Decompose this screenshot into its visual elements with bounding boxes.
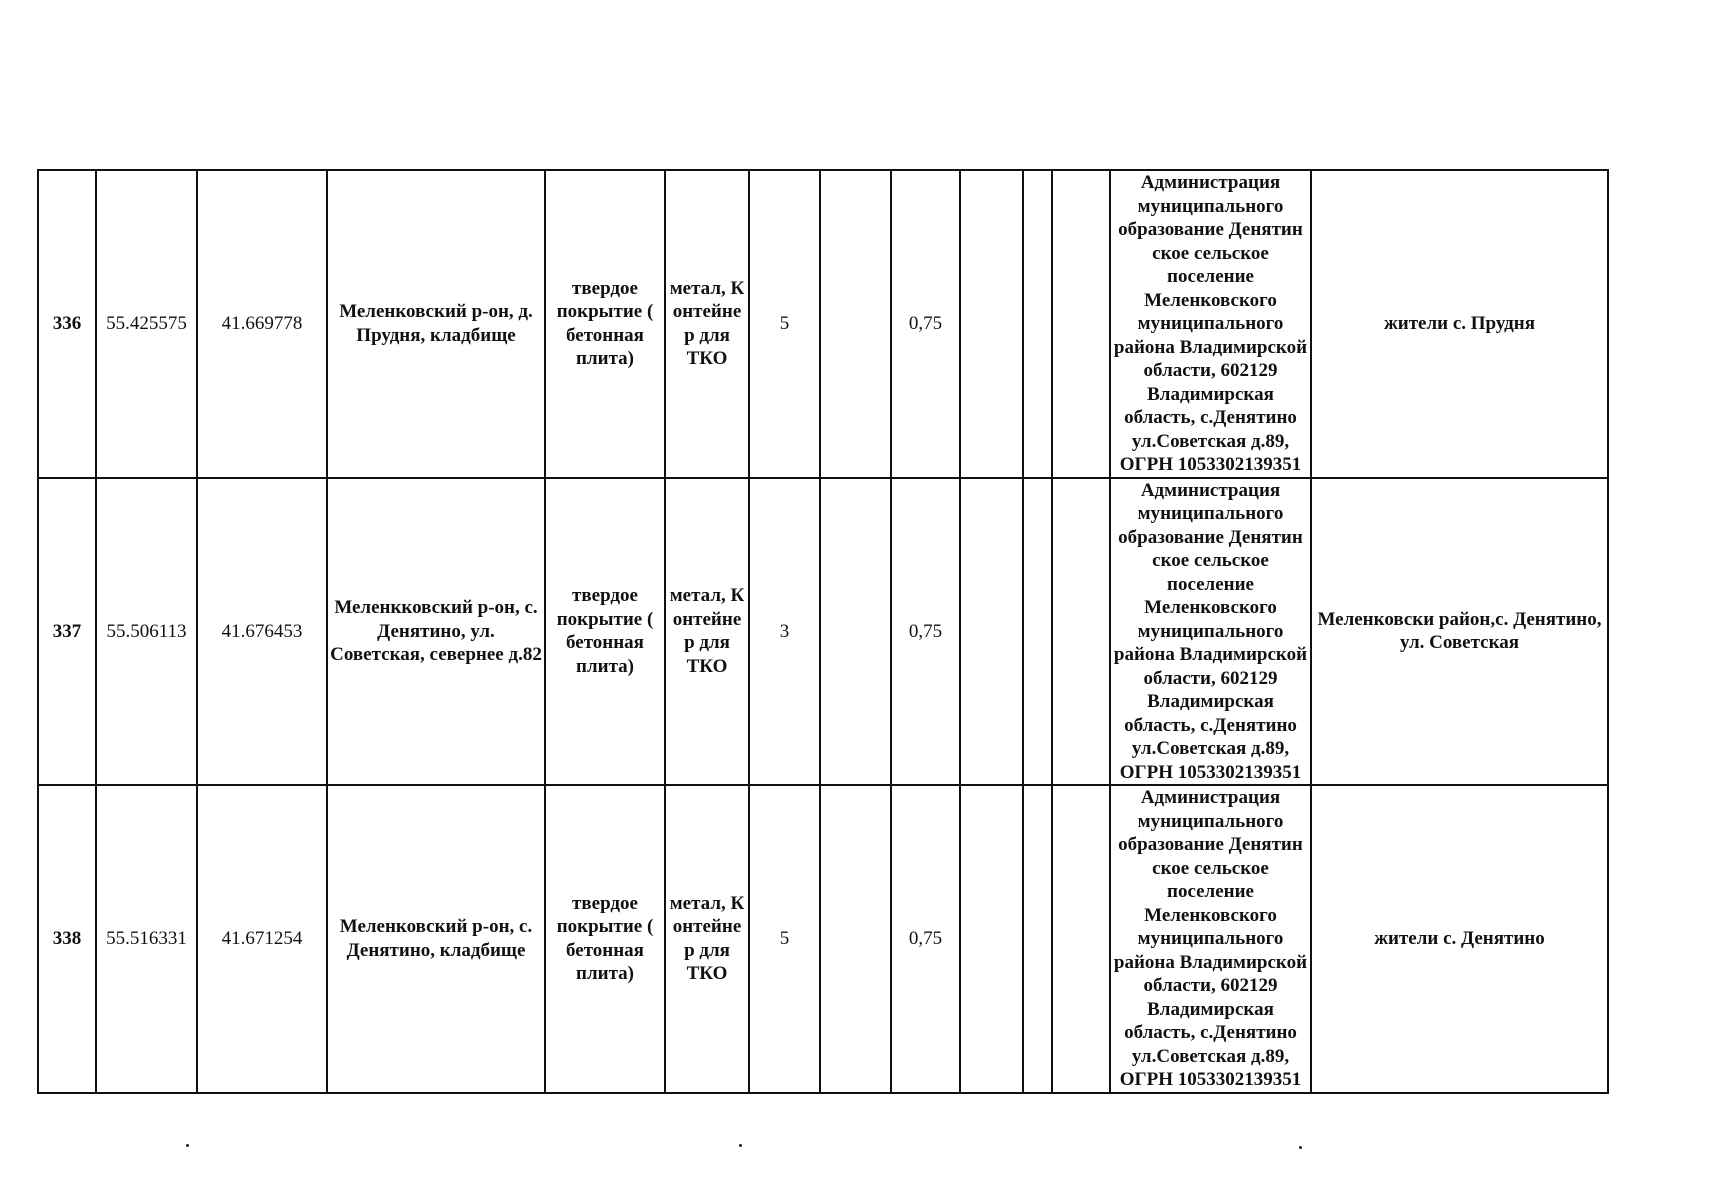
empty-cell (1023, 170, 1052, 478)
container-volume-cell: 0,75 (891, 478, 960, 786)
longitude-cell: 41.676453 (197, 478, 327, 786)
row-number-cell: 338 (38, 785, 96, 1093)
empty-cell (820, 785, 891, 1093)
container-count-cell: 3 (749, 478, 820, 786)
organization-cell: Администрация муниципального образование Денятин ское сельское поселение Меленковского муниципального района Владимирской области, 602129 Владимирская область, с.Денятино ул.Советская д.89, ОГРН 1053302139351 (1110, 785, 1311, 1093)
address-cell: Меленковский р-он, с. Денятино, кладбище (327, 785, 545, 1093)
scan-speck (1299, 1146, 1302, 1149)
organization-cell: Администрация муниципального образование Денятин ское сельское поселение Меленковского муниципального района Владимирской области, 602129 Владимирская область, с.Денятино ул.Советская д.89, ОГРН 1053302139351 (1110, 170, 1311, 478)
scan-speck (739, 1144, 742, 1147)
empty-cell (1023, 478, 1052, 786)
table-row (38, 170, 1608, 478)
latitude-cell: 55.425575 (96, 170, 197, 478)
container-count-cell: 5 (749, 785, 820, 1093)
scan-speck (186, 1144, 189, 1147)
longitude-cell: 41.669778 (197, 170, 327, 478)
empty-cell (1052, 785, 1110, 1093)
table-row (38, 478, 1608, 786)
row-number-cell: 337 (38, 478, 96, 786)
table-row (38, 785, 1608, 1093)
container-type-cell: метал, К онтейне р для ТКО (665, 170, 749, 478)
surface-cell: твердое покрытие ( бетонная плита) (545, 170, 665, 478)
empty-cell (960, 170, 1023, 478)
longitude-cell: 41.671254 (197, 785, 327, 1093)
container-volume-cell: 0,75 (891, 785, 960, 1093)
empty-cell (1023, 785, 1052, 1093)
container-type-cell: метал, К онтейне р для ТКО (665, 785, 749, 1093)
empty-cell (1052, 478, 1110, 786)
container-type-cell: метал, К онтейне р для ТКО (665, 478, 749, 786)
address-cell: Меленковский р-он, д. Прудня, кладбище (327, 170, 545, 478)
row-number-cell: 336 (38, 170, 96, 478)
organization-cell: Администрация муниципального образование Денятин ское сельское поселение Меленковского муниципального района Владимирской области, 602129 Владимирская область, с.Денятино ул.Советская д.89, ОГРН 1053302139351 (1110, 478, 1311, 786)
address-cell: Меленкковский р-он, с. Денятино, ул. Советская, севернее д.82 (327, 478, 545, 786)
waste-source-cell: Меленковски район,с. Денятино, ул. Советская (1311, 478, 1608, 786)
empty-cell (820, 478, 891, 786)
latitude-cell: 55.516331 (96, 785, 197, 1093)
waste-source-cell: жители с. Денятино (1311, 785, 1608, 1093)
container-count-cell: 5 (749, 170, 820, 478)
empty-cell (1052, 170, 1110, 478)
container-volume-cell: 0,75 (891, 170, 960, 478)
surface-cell: твердое покрытие ( бетонная плита) (545, 785, 665, 1093)
empty-cell (820, 170, 891, 478)
table-body (38, 170, 1608, 1093)
empty-cell (960, 478, 1023, 786)
waste-sites-table (37, 169, 1609, 1094)
empty-cell (960, 785, 1023, 1093)
waste-source-cell: жители с. Прудня (1311, 170, 1608, 478)
surface-cell: твердое покрытие ( бетонная плита) (545, 478, 665, 786)
latitude-cell: 55.506113 (96, 478, 197, 786)
